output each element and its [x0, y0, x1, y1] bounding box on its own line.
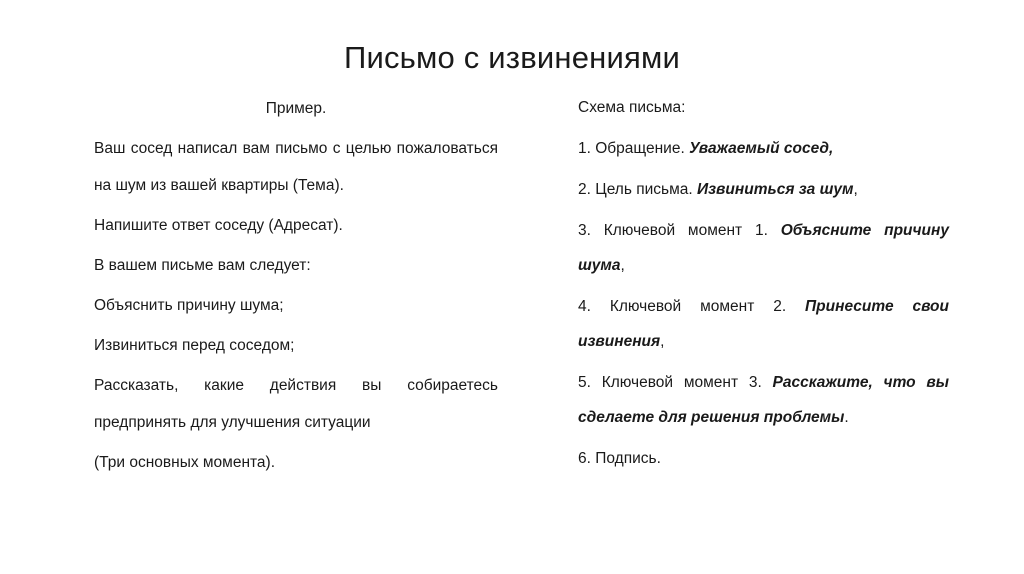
scheme-item [578, 289, 949, 359]
scheme-heading: Схема письма: [578, 99, 686, 116]
scheme-item-prefix: 4. Ключевой момент 2. [578, 298, 806, 315]
scheme-item-prefix: 6. Подпись. [578, 450, 661, 467]
example-heading: Пример. [265, 100, 327, 117]
scheme-item-prefix: 1. Обращение. [578, 140, 690, 157]
scheme-item-prefix: 3. Ключевой момент 1. [578, 222, 781, 239]
scheme-item-suffix: , [660, 333, 665, 350]
example-paragraph: (Три основных момента). [94, 454, 276, 471]
scheme-item-prefix: 2. Цель письма. [578, 181, 697, 198]
scheme-item-emphasis: Расскажите, что вы сделаете для решения проблемы [578, 374, 949, 426]
scheme-item-emphasis: Извиниться за шум [697, 181, 854, 198]
scheme-item [578, 131, 949, 166]
example-paragraph: Извиниться перед соседом; [94, 337, 295, 354]
scheme-item [578, 213, 949, 283]
scheme-item-suffix: , [620, 257, 625, 274]
scheme-item-emphasis: Принесите свои извинения [578, 298, 949, 350]
scheme-item [578, 365, 949, 435]
example-paragraph: Ваш сосед написал вам письмо с целью пожаловаться на шум из вашей квартиры (Тема). [94, 140, 498, 194]
example-column [94, 90, 498, 484]
scheme-item-suffix: . [844, 409, 849, 426]
scheme-item-emphasis: Уважаемый сосед, [689, 140, 834, 157]
example-paragraph: Напишите ответ соседу (Адресат). [94, 217, 343, 234]
scheme-item [578, 441, 949, 476]
slide-title: Письмо с извинениями [343, 40, 681, 75]
example-paragraph: В вашем письме вам следует: [94, 257, 311, 274]
example-paragraph: Объяснить причину шума; [94, 297, 284, 314]
scheme-item-prefix: 5. Ключевой момент 3. [578, 374, 773, 391]
scheme-item [578, 172, 949, 207]
example-paragraph: Рассказать, какие действия вы собираетесь предпринять для улучшения ситуации [94, 377, 498, 431]
scheme-item-emphasis: Объясните причину шума [578, 222, 949, 274]
scheme-item-suffix: , [853, 181, 858, 198]
scheme-column [578, 90, 949, 482]
